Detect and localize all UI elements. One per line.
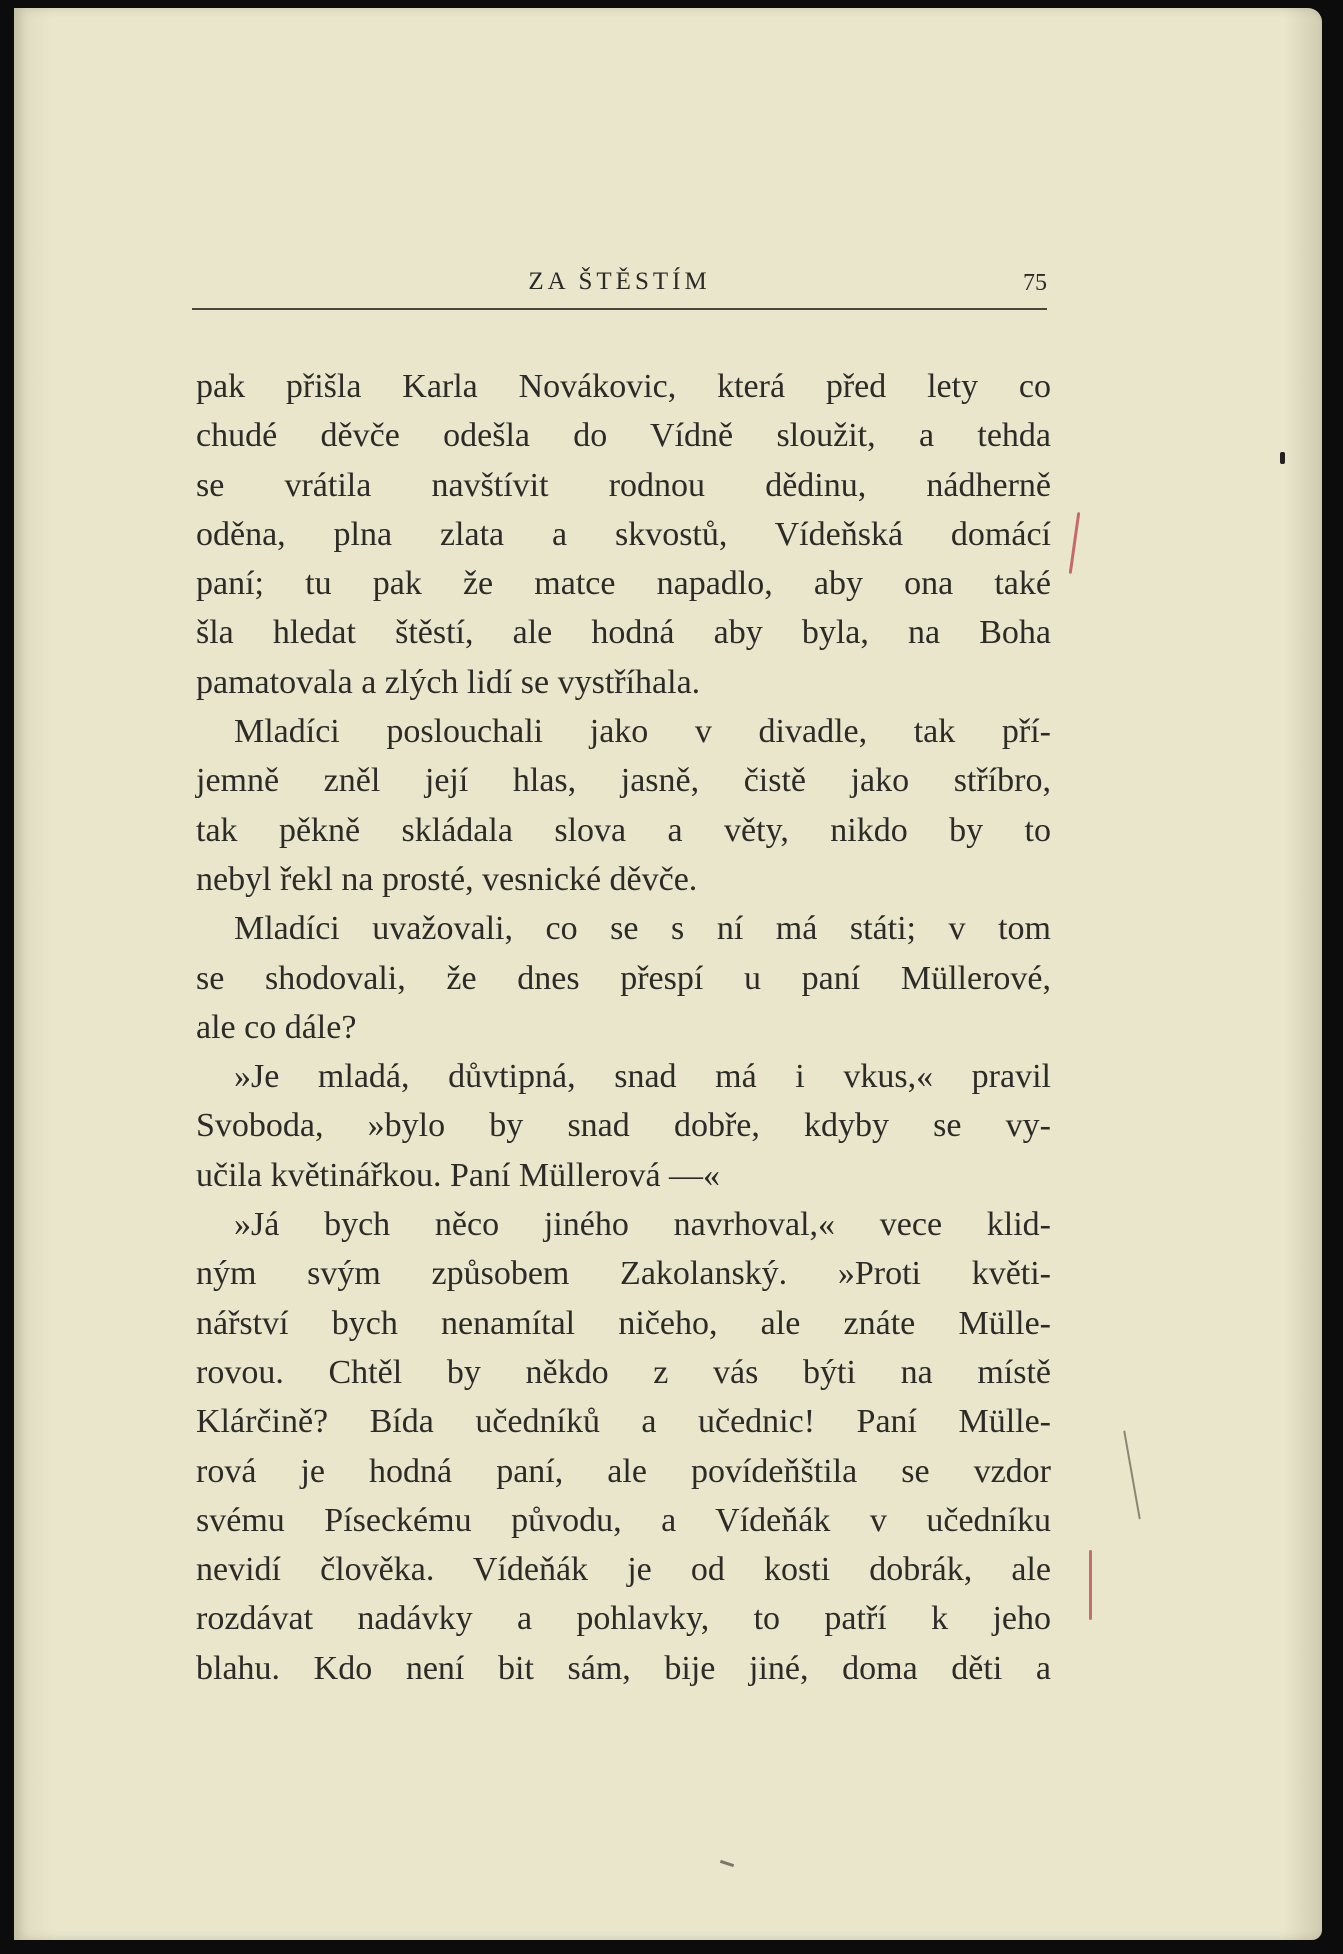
text-line: pamatovala a zlých lidí se vystříhala. xyxy=(196,663,701,701)
text-line: Mladíci poslouchali jako v divadle, tak pří- xyxy=(234,713,1051,751)
running-title: ZA ŠTĚSTÍM xyxy=(528,268,711,295)
text-line: nevidí člověka. Vídeňák je od kosti dobrák, ale xyxy=(196,1551,1051,1589)
margin-pencil-mark xyxy=(1089,1550,1092,1620)
text-line: »Já bych něco jiného navrhoval,« vece klid- xyxy=(234,1206,1051,1244)
text-line: šla hledat štěstí, ale hodná aby byla, na Boha xyxy=(196,614,1051,652)
text-line: rová je hodná paní, ale povídeňštila se vzdor xyxy=(196,1452,1051,1490)
text-line: tak pěkně skládala slova a věty, nikdo by to xyxy=(196,811,1051,849)
text-line: učila květinářkou. Paní Müllerová —« xyxy=(196,1156,721,1194)
page-body-text xyxy=(196,362,1051,1693)
text-line: ným svým způsobem Zakolanský. »Proti květi- xyxy=(196,1255,1051,1293)
text-line: nebyl řekl na prosté, vesnické děvče. xyxy=(196,860,698,898)
text-line: Svoboda, »bylo by snad dobře, kdyby se vy- xyxy=(196,1107,1051,1145)
text-line: ale co dále? xyxy=(196,1008,357,1046)
text-line: nářství bych nenamítal ničeho, ale znáte Mülle- xyxy=(196,1304,1051,1342)
text-line: Klárčině? Bída učedníků a učednic! Paní Mülle- xyxy=(196,1403,1051,1441)
page-number: 75 xyxy=(1023,270,1047,296)
text-line: oděna, plna zlata a skvostů, Vídeňská domácí xyxy=(196,515,1051,553)
text-line: svému Píseckému původu, a Vídeňák v učedníku xyxy=(196,1501,1051,1539)
text-line: rovou. Chtěl by někdo z vás býti na místě xyxy=(196,1353,1051,1391)
text-line: se vrátila navštívit rodnou dědinu, nádherně xyxy=(196,466,1051,504)
page-header xyxy=(192,268,1047,308)
text-line: se shodovali, že dnes přespí u paní Müllerové, xyxy=(196,959,1051,997)
text-line: blahu. Kdo není bit sám, bije jiné, doma děti a xyxy=(196,1649,1051,1687)
text-line: jemně zněl její hlas, jasně, čistě jako stříbro, xyxy=(196,762,1051,800)
text-line: »Je mladá, důvtipná, snad má i vkus,« pravil xyxy=(234,1058,1051,1096)
text-line: pak přišla Karla Novákovic, která před lety co xyxy=(196,368,1051,405)
text-line: chudé děvče odešla do Vídně sloužit, a tehda xyxy=(196,417,1051,455)
text-line: Mladíci uvažovali, co se s ní má státi; v tom xyxy=(234,910,1051,948)
ink-spot xyxy=(1280,452,1285,464)
text-line: rozdávat nadávky a pohlavky, to patří k jeho xyxy=(196,1600,1051,1638)
text-line: paní; tu pak že matce napadlo, aby ona také xyxy=(196,565,1051,603)
header-rule xyxy=(192,308,1047,310)
